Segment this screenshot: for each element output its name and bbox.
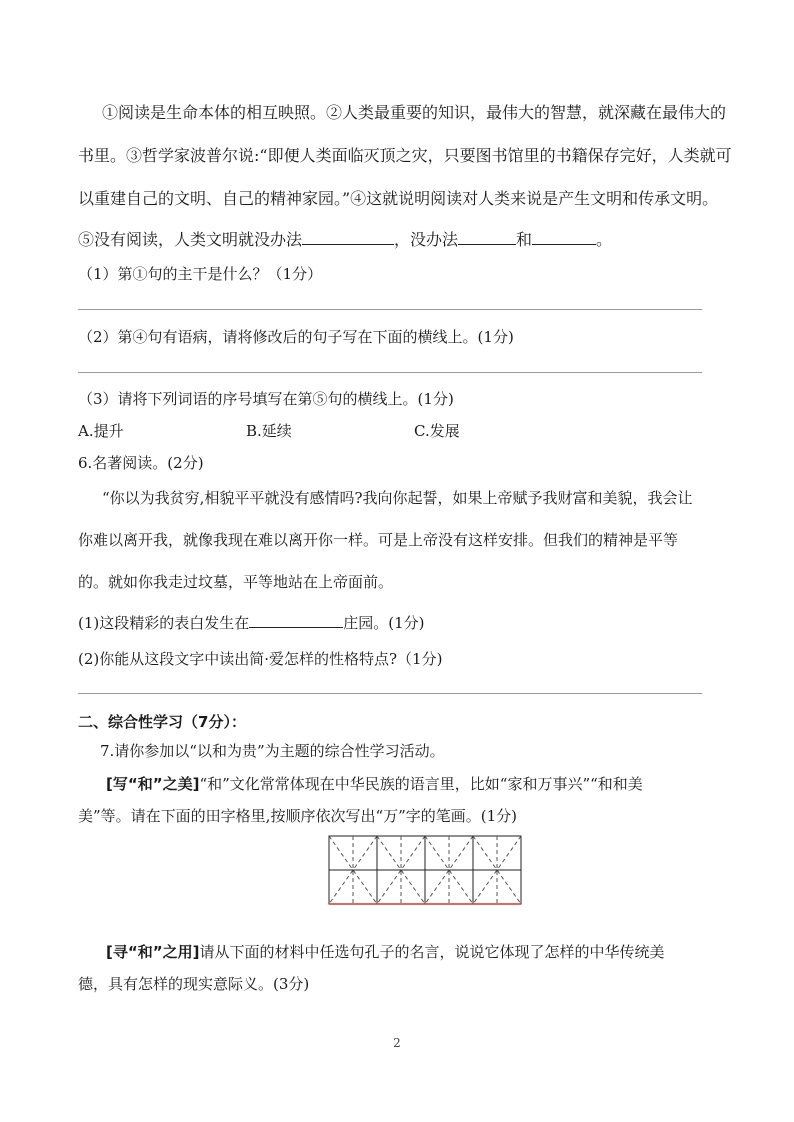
q6-title: 6.名著阅读。(2分) bbox=[78, 454, 204, 472]
seek-he-line-1 bbox=[106, 941, 664, 962]
option-b: B.延续 bbox=[246, 422, 292, 440]
section-2-heading: 二、综合性学习（7分）： bbox=[78, 713, 246, 731]
answer-line-q6-sub2[interactable] bbox=[78, 693, 702, 694]
q5-sub2: （2）第④句有语病，请将修改后的句子写在下面的横线上。(1分) bbox=[78, 328, 514, 346]
write-he-line-2: 美”等。请在下面的田字格里,按顺序依次写出“万”字的笔画。(1分) bbox=[78, 807, 518, 825]
page-number: 2 bbox=[393, 1036, 401, 1050]
passage-line-4 bbox=[78, 227, 612, 250]
passage-line-4-text-c: 和 bbox=[516, 230, 533, 249]
q6-quote-line-2: 你难以离开我，就像我现在难以离开你一样。可是上帝没有这样安排。但我们的精神是平等 bbox=[78, 531, 679, 549]
passage-line-4-text-d: 。 bbox=[596, 230, 613, 249]
passage-line-3: 以重建自己的文明、自己的精神家园。”④这就说明阅读对人类来说是产生文明和传承文明。 bbox=[78, 189, 719, 208]
passage-line-4-text-b: ，没办法 bbox=[394, 230, 459, 249]
q6-quote-line-1: “你以为我贫穷,相貌平平就没有感情吗?我向你起誓，如果上帝赋予我财富和美貌，我会让 bbox=[102, 489, 693, 507]
q6-quote-line-3: 的。就如你我走过坟墓，平等地站在上帝面前。 bbox=[78, 573, 394, 591]
answer-blank-1[interactable] bbox=[302, 230, 394, 245]
q5-sub1: （1）第①句的主干是什么？（1分） bbox=[78, 265, 323, 283]
q5-options bbox=[78, 420, 582, 441]
answer-blank-2[interactable] bbox=[458, 230, 516, 245]
tianzige-grid[interactable] bbox=[328, 835, 522, 907]
answer-line-q5-sub1[interactable] bbox=[78, 309, 702, 310]
write-he-tag: [写“和”之美] bbox=[106, 775, 200, 793]
answer-blank-3[interactable] bbox=[532, 230, 596, 245]
option-a: A.提升 bbox=[78, 422, 124, 440]
write-he-text-1: “和”文化常常体现在中华民族的语言里，比如“家和万事兴”“和和美 bbox=[199, 775, 643, 793]
q7-intro: 7.请你参加以“以和为贵”为主题的综合性学习活动。 bbox=[100, 742, 445, 760]
seek-he-text-1: 请从下面的材料中任选句孔子的名言，说说它体现了怎样的中华传统美 bbox=[199, 943, 665, 961]
passage-line-2: 书里。③哲学家波普尔说:“即便人类面临灭顶之灾，只要图书馆里的书籍保存完好，人类就可 bbox=[78, 146, 732, 165]
passage-line-4-text-a: ⑤没有阅读，人类文明就没办法 bbox=[78, 230, 303, 249]
q6-sub2: (2)你能从这段文字中读出简·爱怎样的性格特点?（1分) bbox=[78, 650, 443, 668]
answer-line-q5-sub2[interactable] bbox=[78, 372, 702, 373]
seek-he-tag: [寻“和”之用] bbox=[106, 943, 200, 961]
passage-line-1: ①阅读是生命本体的相互映照。②人类最重要的知识，最伟大的智慧，就深藏在最伟大的 bbox=[102, 103, 727, 122]
q5-sub3: （3）请将下列词语的序号填写在第⑤句的横线上。(1分) bbox=[78, 390, 454, 408]
option-c: C.发展 bbox=[414, 422, 460, 440]
write-he-line-1 bbox=[106, 773, 643, 794]
answer-blank-manor[interactable] bbox=[249, 613, 343, 628]
q6-sub1-text-b: 庄园。(1分) bbox=[343, 614, 425, 632]
q6-sub1 bbox=[78, 612, 425, 633]
seek-he-line-2: 德，具有怎样的现实意际义。(3分) bbox=[78, 975, 310, 993]
q6-sub1-text-a: (1)这段精彩的表白发生在 bbox=[78, 614, 250, 632]
